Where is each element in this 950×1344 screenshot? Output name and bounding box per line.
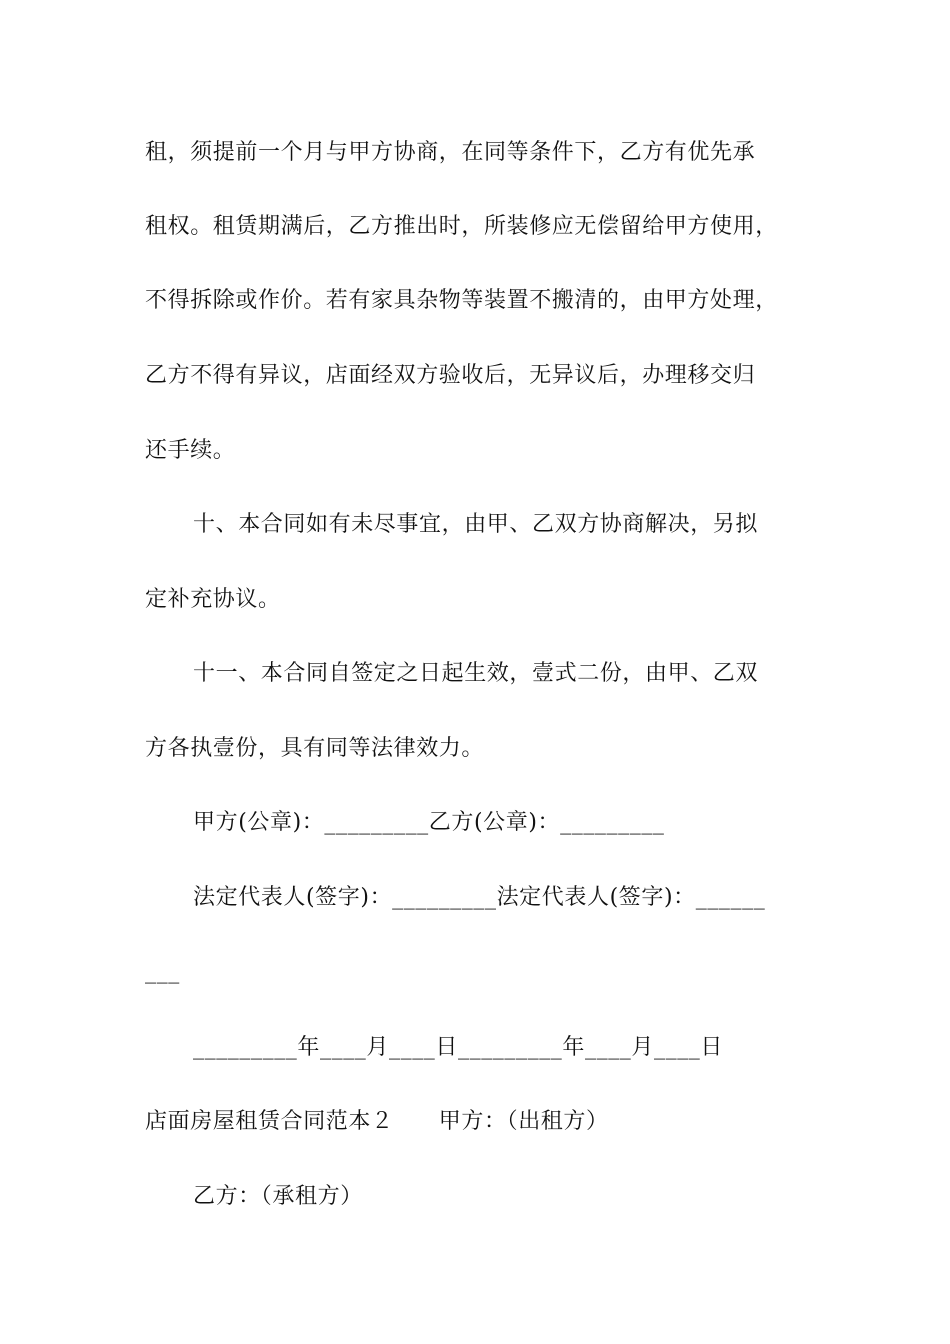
body-text-line: 不得拆除或作价。若有家具杂物等装置不搬清的，由甲方处理，: [145, 288, 778, 313]
party-b-line: 乙方：（承租方）: [193, 1184, 363, 1209]
contract-title-line: 店面房屋租赁合同范本２ 甲方：（出租方）: [145, 1109, 609, 1134]
seal-line: 甲方(公章)：_________乙方(公章)：_________: [193, 810, 665, 835]
clause-10-text: 十、本合同如有未尽事宜，由甲、乙双方协商解决，另拟: [193, 512, 759, 537]
body-text-line: 租，须提前一个月与甲方协商，在同等条件下，乙方有优先承: [145, 140, 756, 165]
body-text-line: 还手续。: [145, 438, 236, 463]
body-text-line: 乙方不得有异议，店面经双方验收后，无异议后，办理移交归: [145, 363, 756, 388]
signature-line-continuation: ___: [145, 959, 180, 984]
body-text-line: 租权。租赁期满后，乙方推出时，所装修应无偿留给甲方使用，: [145, 214, 778, 239]
signature-line: 法定代表人(签字)：_________法定代表人(签字)：______: [193, 885, 766, 910]
date-line: _________年____月____日_________年____月____日: [193, 1035, 724, 1060]
clause-10-continuation: 定补充协议。: [145, 587, 281, 612]
clause-11-continuation: 方各执壹份，具有同等法律效力。: [145, 736, 485, 761]
clause-11-text: 十一、本合同自签定之日起生效，壹式二份，由甲、乙双: [193, 661, 759, 686]
